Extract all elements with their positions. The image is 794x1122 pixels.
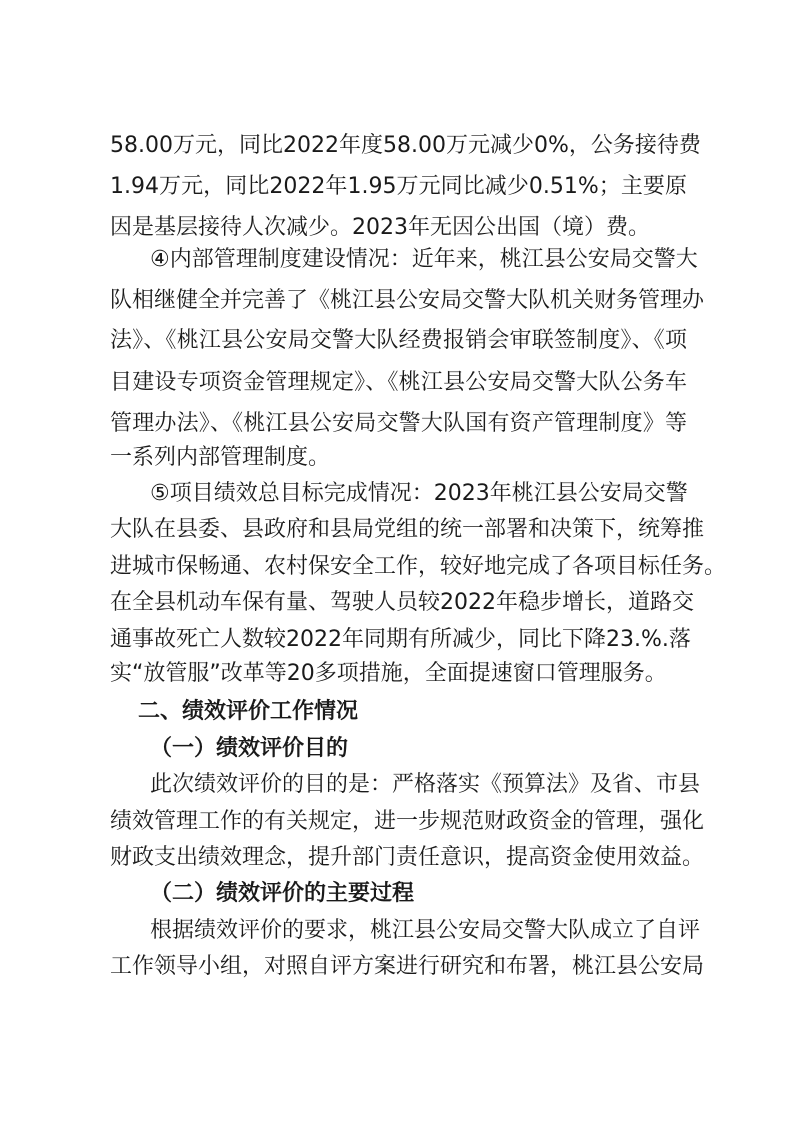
subsection-heading: （二）绩效评价的主要过程: [150, 881, 415, 906]
body-text-line: 在全县机动车保有量、驾驶人员较2022年稳步增长，道路交: [110, 590, 694, 615]
body-text-line: 大队在县委、县政府和县局党组的统一部署和决策下，统筹推: [110, 517, 705, 542]
body-text-line: 58.00万元，同比2022年度58.00万元减少0%，公务接待费: [110, 133, 701, 158]
paragraph-first-line: ⑤项目绩效总目标完成情况：2023年桃江县公安局交警: [150, 481, 688, 506]
body-text-line: 队相继健全并完善了《桃江县公安局交警大队机关财务管理办: [110, 288, 705, 313]
paragraph-first-line: 此次绩效评价的目的是：严格落实《预算法》及省、市县: [150, 772, 701, 797]
body-text-line: 财政支出绩效理念，提升部门责任意识，提高资金使用效益。: [110, 845, 705, 870]
section-heading: 二、绩效评价工作情况: [138, 699, 359, 724]
body-text-line: 进城市保畅通、农村保安全工作，较好地完成了各项目标任务。: [110, 554, 727, 579]
paragraph-first-line: 根据绩效评价的要求，桃江县公安局交警大队成立了自评: [150, 918, 701, 943]
body-text-line: 因是基层接待人次减少。2023年无因公出国（境）费。: [110, 215, 650, 240]
body-text-line: 目建设专项资金管理规定》、《桃江县公安局交警大队公务车: [110, 370, 687, 395]
paragraph-first-line: ④内部管理制度建设情况：近年来，桃江县公安局交警大: [150, 247, 698, 272]
body-text-line: 工作领导小组，对照自评方案进行研究和布署，桃江县公安局: [110, 954, 705, 979]
body-text-line: 1.94万元，同比2022年1.95万元同比减少0.51%；主要原: [110, 174, 687, 199]
subsection-heading: （一）绩效评价目的: [150, 736, 349, 761]
body-text-line: 通事故死亡人数较2022年同期有所减少，同比下降23.%.落: [110, 627, 691, 652]
body-text-line: 管理办法》、《桃江县公安局交警大队国有资产管理制度》等: [110, 411, 687, 436]
body-text-line: 实“放管服”改革等20多项措施，全面提速窗口管理服务。: [110, 661, 667, 686]
body-text-line: 法》、《桃江县公安局交警大队经费报销会审联签制度》、《项: [110, 328, 687, 353]
body-text-line: 绩效管理工作的有关规定，进一步规范财政资金的管理，强化: [110, 809, 705, 834]
body-text-line: 一系列内部管理制度。: [110, 445, 331, 470]
